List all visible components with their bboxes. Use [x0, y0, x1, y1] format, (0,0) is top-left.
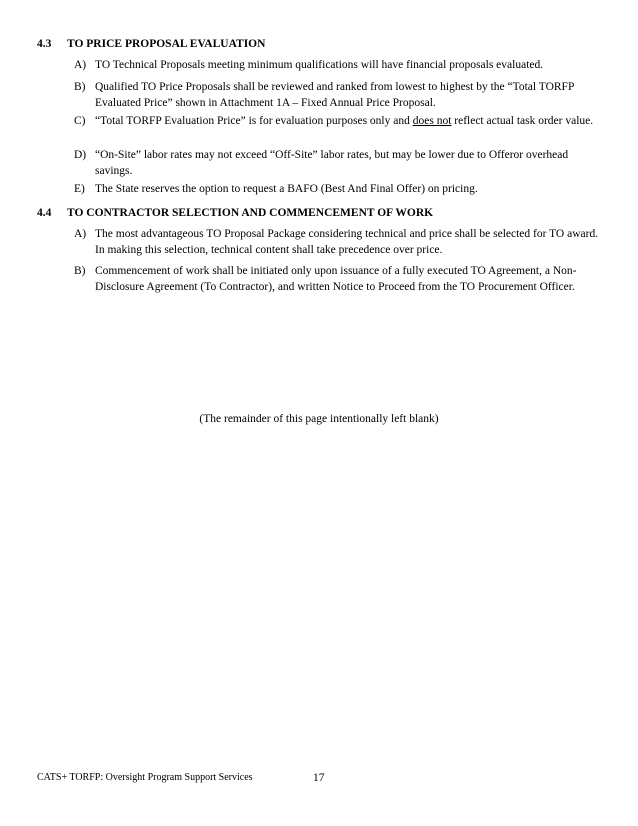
page-number: 17 — [313, 772, 325, 784]
blank-page-note: (The remainder of this page intentionally left blank) — [199, 413, 439, 425]
list-item — [74, 147, 604, 179]
section-number: 4.3 — [37, 38, 52, 50]
item-text: “On-Site” labor rates may not exceed “Off-Site” labor rates, but may be lower due to Offeror overhead savings. — [95, 149, 569, 177]
item-text: The most advantageous TO Proposal Package considering technical and price shall be selected for TO award. In making this selection, technical content shall take precedence over price. — [95, 228, 599, 256]
item-letter: A) — [74, 228, 87, 240]
item-letter: A) — [74, 59, 87, 71]
item-letter: E) — [74, 183, 85, 195]
section-heading-4-3 — [37, 38, 265, 50]
item-text: TO Technical Proposals meeting minimum qualifications will have financial proposals evaluated. — [95, 59, 544, 71]
item-text-after: reflect actual task order value. — [451, 115, 594, 127]
section-title: TO PRICE PROPOSAL EVALUATION — [67, 38, 266, 50]
item-text — [95, 113, 604, 129]
item-text-before: “Total TORFP Evaluation Price” is for evaluation purposes only and — [95, 115, 413, 127]
item-letter: D) — [74, 149, 87, 161]
list-item — [74, 263, 604, 295]
list-item — [74, 57, 604, 73]
item-text: The State reserves the option to request a BAFO (Best And Final Offer) on pricing. — [95, 183, 478, 195]
item-text: Qualified TO Price Proposals shall be reviewed and ranked from lowest to highest by the “Total TORFP Evaluated Price” shown in Attachment 1A – Fixed Annual Price Proposal. — [95, 81, 574, 109]
section-number: 4.4 — [37, 207, 52, 219]
underlined-emphasis: does not — [412, 115, 452, 127]
item-letter: C) — [74, 115, 86, 127]
list-item — [74, 181, 604, 197]
section-heading-4-4 — [37, 207, 433, 219]
list-item — [74, 226, 604, 258]
item-letter: B) — [74, 265, 86, 277]
footer-document-title: CATS+ TORFP: Oversight Program Support Services — [37, 772, 253, 783]
section-title: TO CONTRACTOR SELECTION AND COMMENCEMENT OF WORK — [67, 207, 434, 219]
list-item — [74, 79, 604, 111]
item-letter: B) — [74, 81, 86, 93]
list-item — [74, 113, 604, 129]
item-text: Commencement of work shall be initiated only upon issuance of a fully executed TO Agreement, a Non-Disclosure Agreement (To Contractor), and written Notice to Proceed from the TO Procurement Officer. — [95, 265, 577, 293]
